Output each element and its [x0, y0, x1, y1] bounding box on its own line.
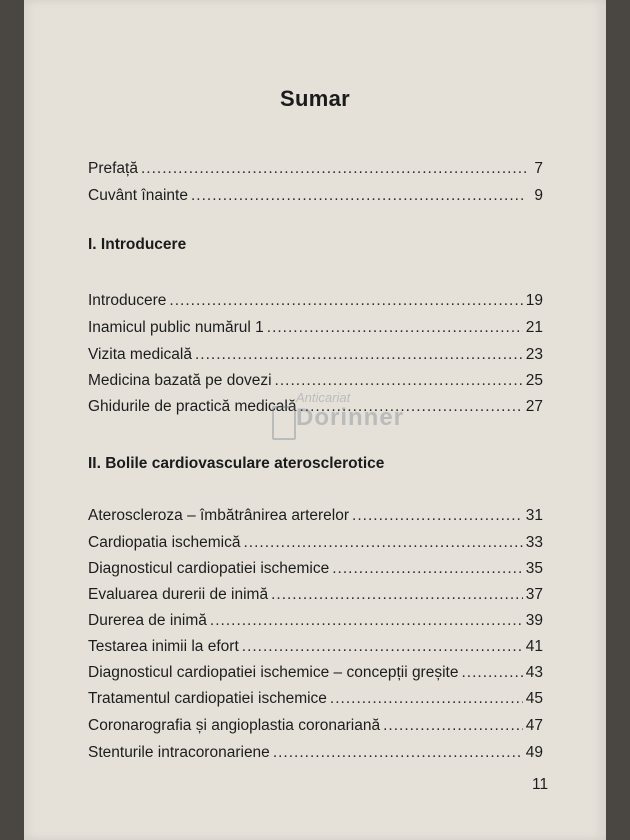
toc-entry-label: Stenturile intracoronariene	[88, 744, 270, 761]
leader-dots	[383, 717, 523, 735]
toc-entry-page: 39	[525, 612, 543, 629]
toc-entry-page: 35	[525, 560, 543, 577]
toc-entry-page: 47	[525, 717, 543, 734]
toc-entry	[88, 612, 543, 634]
leader-dots	[267, 319, 523, 337]
toc-entry-label: Prefață	[88, 160, 138, 177]
toc-entry-page: 49	[525, 744, 543, 761]
section-heading-bolile-cardiovasculare: II. Bolile cardiovasculare aterosclerotice	[88, 455, 385, 472]
toc-entry-label: Vizita medicală	[88, 346, 192, 363]
toc-entry	[88, 690, 543, 712]
toc-entry-label: Ghidurile de practică medicală	[88, 398, 297, 415]
toc-entry-label: Ateroscleroza – îmbătrânirea arterelor	[88, 507, 350, 524]
leader-dots	[271, 586, 523, 604]
toc-entry-label: Tratamentul cardiopatiei ischemice	[88, 690, 327, 707]
toc-entry-page: 25	[525, 372, 543, 389]
leader-dots	[330, 690, 523, 708]
toc-entry	[88, 638, 543, 660]
toc-entry-label: Inamicul public numărul 1	[88, 319, 264, 336]
leader-dots	[195, 346, 523, 364]
leader-dots	[244, 534, 523, 552]
toc-entry-label: Coronarografia și angioplastia coronariană	[88, 717, 381, 734]
toc-entry-label: Cuvânt înainte	[88, 187, 188, 204]
watermark-small-text: Anticariat	[296, 390, 351, 405]
page-number: 11	[532, 776, 549, 793]
toc-entry-page: 41	[525, 638, 543, 655]
toc-entry-label: Introducere	[88, 292, 167, 309]
toc-entry-page: 45	[525, 690, 543, 707]
leader-dots	[352, 507, 523, 525]
leader-dots	[332, 560, 523, 578]
toc-entry-page: 31	[525, 507, 543, 524]
toc-entry	[88, 744, 543, 766]
toc-entry	[88, 560, 543, 582]
toc-entry	[88, 717, 543, 739]
toc-entry-page: 37	[525, 586, 543, 603]
toc-entry-page: 33	[525, 534, 543, 551]
leader-dots	[461, 664, 522, 682]
toc-entry	[88, 319, 543, 341]
leader-dots	[210, 612, 523, 630]
toc-entry-page: 21	[525, 319, 543, 336]
leader-dots	[141, 160, 526, 178]
leader-dots	[242, 638, 523, 656]
toc-entry-page: 27	[525, 398, 543, 415]
toc-entry-label: Testarea inimii la efort	[88, 638, 239, 655]
toc-entry-cuvant-inainte	[88, 187, 543, 209]
page-title: Sumar	[280, 86, 350, 111]
watermark-book-icon	[272, 406, 296, 440]
section-heading-introducere: I. Introducere	[88, 236, 187, 253]
toc-entry-page: 7	[534, 160, 543, 177]
toc-entry	[88, 292, 543, 314]
toc-entry-label: Medicina bazată pe dovezi	[88, 372, 272, 389]
toc-entry-label: Evaluarea durerii de inimă	[88, 586, 269, 603]
toc-entry	[88, 534, 543, 556]
toc-entry-label: Diagnosticul cardiopatiei ischemice	[88, 560, 330, 577]
toc-entry-page: 19	[525, 292, 543, 309]
leader-dots	[273, 744, 523, 762]
watermark-logo	[272, 390, 422, 450]
leader-dots	[169, 292, 522, 310]
toc-entry	[88, 586, 543, 608]
toc-entry-label: Durerea de inimă	[88, 612, 207, 629]
toc-entry	[88, 507, 543, 529]
toc-entry-label: Diagnosticul cardiopatiei ischemice – concepții greșite	[88, 664, 459, 681]
toc-entry-page: 43	[525, 664, 543, 681]
toc-entry-label: Cardiopatia ischemică	[88, 534, 241, 551]
toc-entry-page: 9	[534, 187, 543, 204]
leader-dots	[191, 187, 526, 205]
toc-entry-prefata	[88, 160, 543, 182]
toc-entry	[88, 346, 543, 368]
leader-dots	[275, 372, 523, 390]
book-page	[24, 0, 606, 840]
toc-entry-page: 23	[525, 346, 543, 363]
watermark-big-text: Dorinner	[296, 404, 405, 431]
toc-entry	[88, 664, 543, 686]
